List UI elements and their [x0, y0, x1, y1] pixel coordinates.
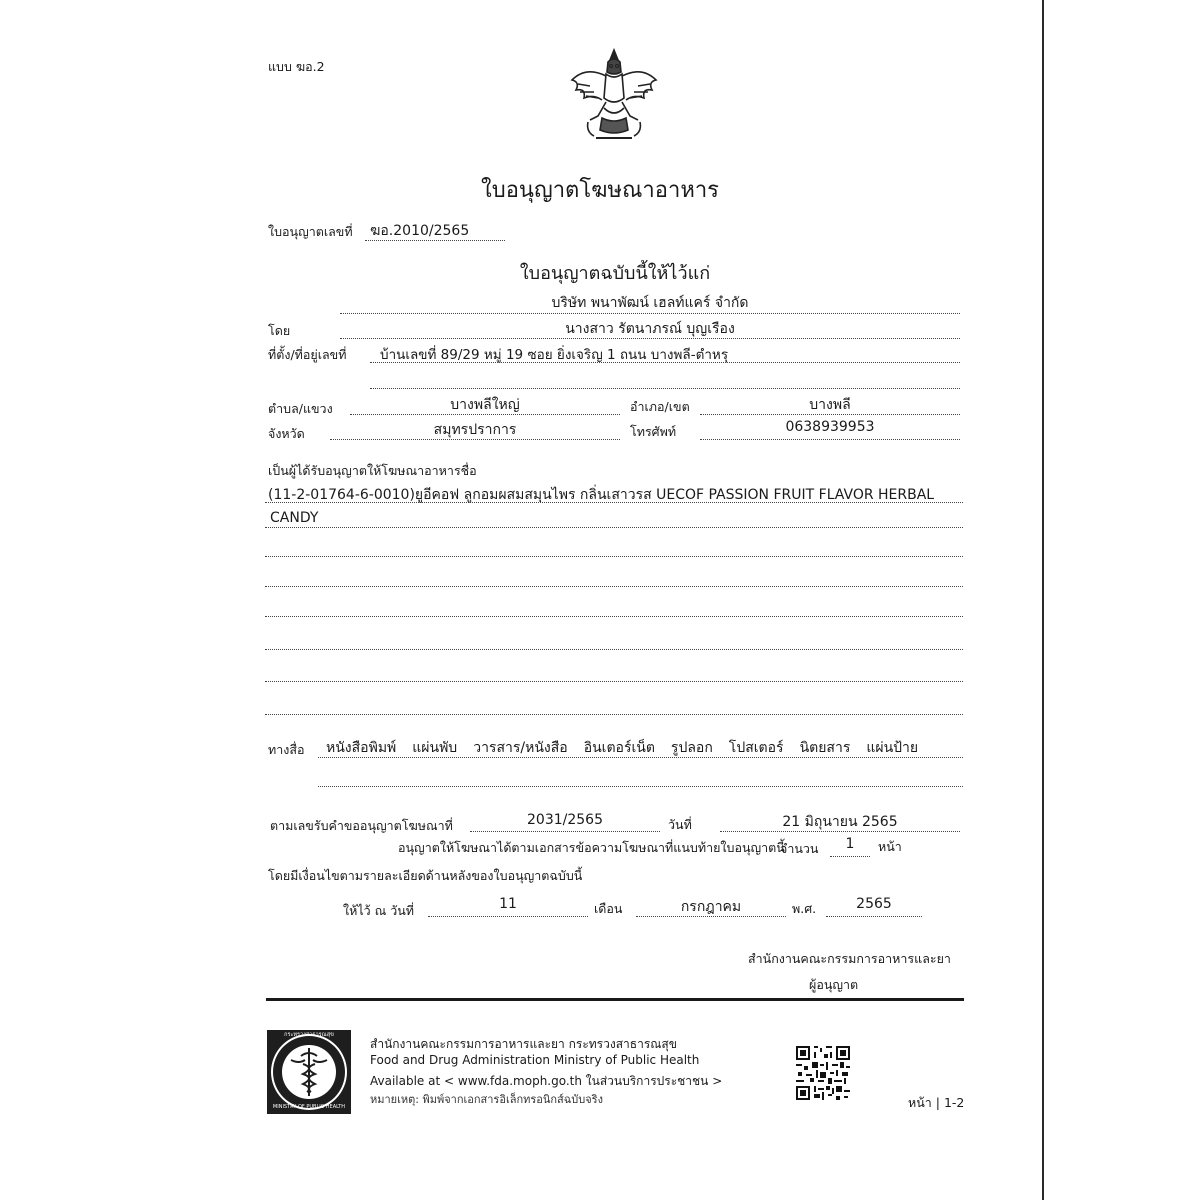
blank-line-2: [265, 586, 963, 587]
given-year-line: [826, 916, 922, 917]
product-name-line-2: CANDY: [270, 510, 319, 526]
blank-line-4: [265, 649, 963, 650]
address-line-2: [370, 388, 960, 389]
province-label: จังหวัด: [268, 426, 305, 441]
media-item: รูปลอก: [670, 740, 713, 756]
media-line-1: [318, 757, 963, 758]
media-item: อินเตอร์เน็ต: [583, 740, 655, 756]
district-line: [700, 414, 960, 415]
request-no-value: 2031/2565: [527, 812, 603, 828]
approval-text: อนุญาตให้โฆษณาได้ตามเอกสารข้อความโฆษณาที่แนบท้ายใบอนุญาตนี้: [398, 840, 785, 855]
seal-top-text: กระทรวงสาธารณสุข: [284, 1032, 334, 1038]
product-intro: เป็นผู้ได้รับอนุญาตให้โฆษณาอาหารชื่อ: [268, 463, 477, 478]
form-code: แบบ ฆอ.2: [268, 59, 325, 74]
representative-line: [340, 338, 960, 339]
page-title: ใบอนุญาตโฆษณาอาหาร: [481, 178, 719, 203]
issued-to-label: ใบอนุญาตฉบับนี้ให้ไว้แก่: [519, 263, 711, 284]
pages-label: หน้า: [878, 839, 902, 854]
address-line-1: [370, 362, 960, 363]
year-label: พ.ศ.: [792, 901, 817, 916]
garuda-emblem-icon: [566, 46, 662, 146]
by-label: โดย: [268, 323, 291, 338]
given-day-line: [428, 916, 588, 917]
given-month-line: [636, 916, 786, 917]
license-no-line: [365, 240, 505, 241]
media-item: โปสเตอร์: [728, 740, 784, 756]
given-month-value: กรกฎาคม: [680, 899, 742, 915]
address-label: ที่ตั้ง/ที่อยู่เลขที่: [268, 347, 347, 362]
page-number: หน้า | 1-2: [908, 1095, 965, 1110]
month-label: เดือน: [594, 901, 623, 916]
district-label: อำเภอ/เขต: [630, 399, 690, 414]
footer-line-3: Available at < www.fda.moph.go.th ในส่วนบริการประชาชน >: [370, 1074, 723, 1088]
request-date-line: [720, 831, 960, 832]
qr-code-icon: [796, 1046, 850, 1100]
footer-line-2: Food and Drug Administration Ministry of Public Health: [370, 1053, 700, 1067]
province-line: [330, 439, 620, 440]
phone-label: โทรศัพท์: [630, 424, 677, 439]
blank-line-6: [265, 714, 963, 715]
district-value: บางพลี: [809, 397, 851, 413]
company-line: [340, 313, 960, 314]
media-list: [326, 737, 918, 759]
count-label: จำนวน: [780, 841, 819, 856]
footer-line-4: หมายเหตุ: พิมพ์จากเอกสารอิเล็กทรอนิกส์ฉบับจริง: [370, 1093, 603, 1106]
request-no-label: ตามเลขรับคำขออนุญาตโฆษณาที่: [270, 818, 453, 833]
subdistrict-label: ตำบล/แขวง: [268, 401, 333, 416]
product-line-1: [265, 502, 963, 503]
license-no-value: ฆอ.2010/2565: [370, 223, 470, 239]
address-value: บ้านเลขที่ 89/29 หมู่ 19 ซอย ยิ่งเจริญ 1 ถนน บางพลี-ตำหรุ: [380, 347, 729, 363]
media-item: วารสาร/หนังสือ: [473, 740, 568, 756]
media-line-2: [318, 786, 963, 787]
conditions-text: โดยมีเงื่อนไขตามรายละเอียดด้านหลังของใบอนุญาตฉบับนี้: [268, 868, 583, 883]
product-name-line-1: (11-2-01764-6-0010)ยูอีคอฟ ลูกอมผสมสมุนไพร กลิ่นเสาวรส UECOF PASSION FRUIT FLAVOR HERBAL: [268, 487, 935, 503]
subdistrict-value: บางพลีใหญ่: [450, 397, 520, 413]
media-item: แผ่นป้าย: [866, 740, 919, 756]
media-item: หนังสือพิมพ์: [326, 740, 397, 756]
product-line-2: [265, 527, 963, 528]
company-name: บริษัท พนาพัฒน์ เฮลท์แคร์ จำกัด: [551, 295, 749, 311]
license-no-label: ใบอนุญาตเลขที่: [268, 224, 353, 239]
seal-bottom-text: MINISTRY OF PUBLIC HEALTH: [272, 1104, 346, 1110]
blank-line-1: [265, 556, 963, 557]
given-year-value: 2565: [856, 896, 892, 912]
footer-divider: [266, 998, 964, 1001]
ministry-seal-icon: [267, 1030, 351, 1114]
footer-line-1: สำนักงานคณะกรรมการอาหารและยา กระทรวงสาธารณสุข: [370, 1037, 677, 1051]
blank-line-3: [265, 616, 963, 617]
media-label: ทางสื่อ: [268, 742, 305, 757]
given-date-label: ให้ไว้ ณ วันที่: [343, 903, 414, 918]
issuer-role: ผู้อนุญาต: [809, 977, 859, 992]
media-item: นิตยสาร: [799, 740, 851, 756]
representative-name: นางสาว รัตนาภรณ์ บุญเรือง: [565, 321, 735, 337]
blank-line-5: [265, 681, 963, 682]
request-no-line: [470, 831, 660, 832]
issuer-name: สำนักงานคณะกรรมการอาหารและยา: [748, 951, 951, 966]
count-line: [830, 856, 870, 857]
request-date-value: 21 มิถุนายน 2565: [782, 814, 898, 830]
subdistrict-line: [350, 414, 620, 415]
province-value: สมุทรปราการ: [433, 422, 517, 438]
media-item: แผ่นพับ: [412, 740, 458, 756]
phone-line: [700, 439, 960, 440]
request-date-label: วันที่: [668, 817, 692, 832]
phone-value: 0638939953: [785, 419, 875, 435]
given-day-value: 11: [499, 896, 517, 912]
count-value: 1: [845, 836, 855, 852]
